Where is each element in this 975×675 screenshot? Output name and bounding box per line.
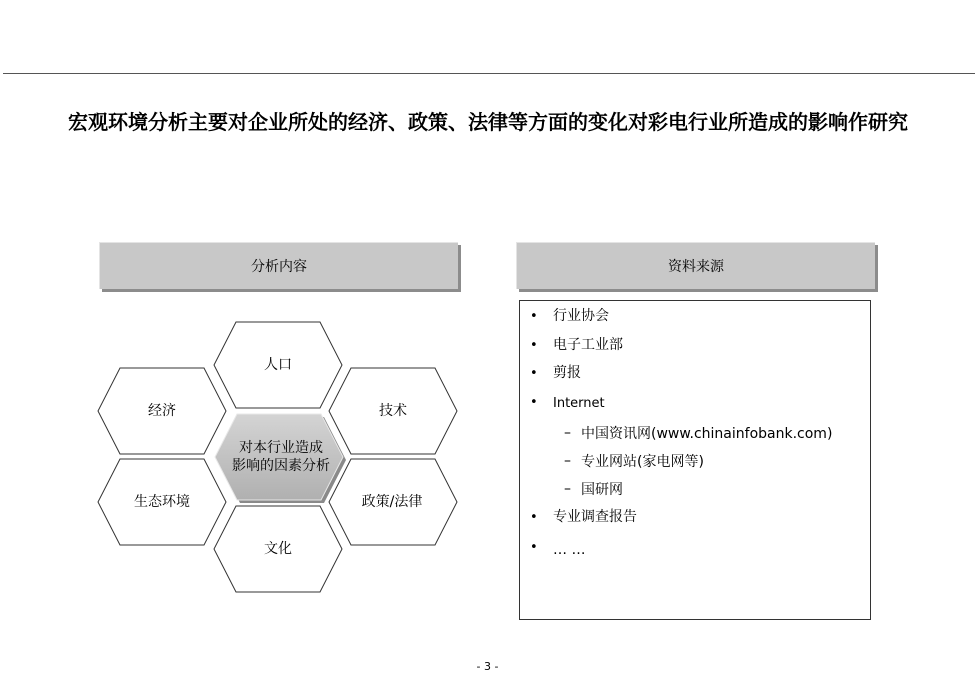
slide-title: 宏观环境分析主要对企业所处的经济、政策、法律等方面的变化对彩电行业所造成的影响作研究 xyxy=(68,110,908,134)
hexagon-label-ecology: 生态环境 xyxy=(134,494,190,510)
source-item-clippings: 剪报 xyxy=(553,365,581,381)
hexagon-label-center-line2: 影响的因素分析 xyxy=(232,458,330,474)
hexagon-label-technology: 技术 xyxy=(379,403,407,419)
bullet-icon: • xyxy=(530,540,538,555)
analysis-content-header: 分析内容 xyxy=(99,242,458,289)
source-subitem-drcnet: 国研网 xyxy=(581,482,623,498)
dash-icon: – xyxy=(564,425,571,441)
hexagon-label-population: 人口 xyxy=(264,357,292,373)
source-item-industry-association: 行业协会 xyxy=(553,308,609,324)
source-item-ellipsis: … … xyxy=(553,542,586,558)
bullet-icon: • xyxy=(530,395,538,410)
bullet-icon: • xyxy=(530,510,538,525)
dash-icon: – xyxy=(564,453,571,469)
source-item-internet: Internet xyxy=(553,396,605,411)
hexagon-label-culture: 文化 xyxy=(264,541,292,557)
bullet-icon: • xyxy=(530,309,538,324)
source-item-ministry-electronics: 电子工业部 xyxy=(553,337,623,353)
dash-icon: – xyxy=(564,481,571,497)
bullet-icon: • xyxy=(530,366,538,381)
hexagon-label-economy: 经济 xyxy=(148,403,176,419)
data-source-header: 资料来源 xyxy=(516,242,875,289)
bullet-icon: • xyxy=(530,338,538,353)
source-subitem-professional-sites: 专业网站(家电网等) xyxy=(581,454,704,470)
source-item-survey-report: 专业调查报告 xyxy=(553,509,637,525)
hexagon-label-center-line1: 对本行业造成 xyxy=(239,440,323,456)
hexagon-label-policy-law: 政策/法律 xyxy=(361,494,423,510)
source-subitem-chinainfobank: 中国资讯网(www.chinainfobank.com) xyxy=(581,426,833,442)
page-number: - 3 - xyxy=(476,660,499,673)
